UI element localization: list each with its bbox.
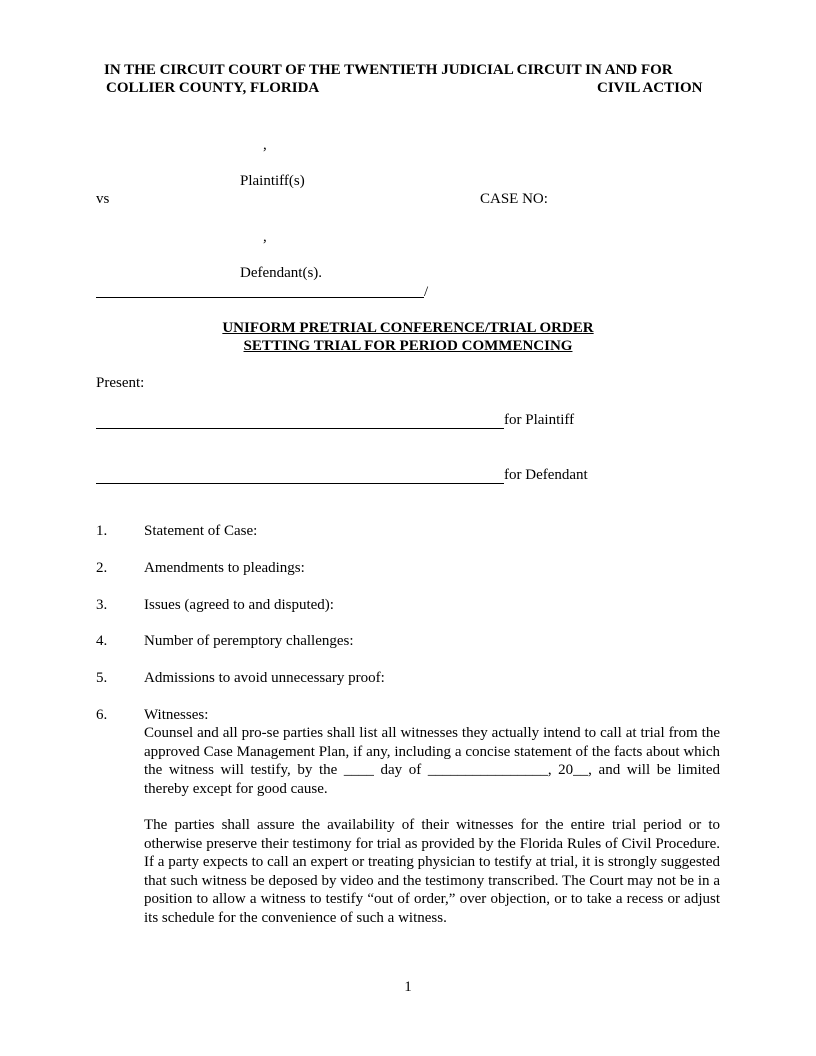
caption-signature-line	[96, 297, 424, 298]
order-title-line2: SETTING TRIAL FOR PERIOD COMMENCING	[243, 338, 573, 354]
court-county: COLLIER COUNTY, FLORIDA	[106, 80, 320, 96]
item-witnesses: Witnesses:	[144, 707, 209, 723]
item-admissions: Admissions to avoid unnecessary proof:	[144, 670, 385, 686]
defendant-label: Defendant(s).	[240, 265, 323, 281]
witness-list-paragraph: Counsel and all pro-se parties shall list all witnesses they actually intend to call at trial from the approved Case Management Plan, if any, including a concise statement of the facts about which the witness will testify, by the ____ day of ________________, 20__, and will be limited thereby except for good cause.	[144, 725, 720, 797]
present-label: Present:	[96, 375, 145, 391]
defendant-counsel-line	[96, 483, 504, 484]
order-title-line1: UNIFORM PRETRIAL CONFERENCE/TRIAL ORDER	[222, 320, 594, 336]
for-plaintiff-label: for Plaintiff	[504, 412, 575, 428]
item-number: 1.	[96, 523, 108, 539]
court-header-line1: IN THE CIRCUIT COURT OF THE TWENTIETH JUDICIAL CIRCUIT IN AND FOR	[104, 62, 673, 78]
case-number-label: CASE NO:	[480, 191, 548, 207]
item-number: 4.	[96, 633, 108, 649]
item-number: 6.	[96, 707, 108, 723]
item-peremptory-challenges: Number of peremptory challenges:	[144, 633, 354, 649]
civil-action-label: CIVIL ACTION	[597, 80, 703, 96]
for-defendant-label: for Defendant	[504, 467, 588, 483]
item-number: 5.	[96, 670, 108, 686]
vs-label: vs	[96, 191, 110, 207]
defendant-comma: ,	[263, 229, 267, 245]
item-number: 3.	[96, 597, 108, 613]
plaintiff-counsel-line	[96, 428, 504, 429]
item-number: 2.	[96, 560, 108, 576]
item-statement-of-case: Statement of Case:	[144, 523, 258, 539]
plaintiff-label: Plaintiff(s)	[240, 173, 305, 189]
page-number: 1	[404, 979, 412, 995]
witness-availability-paragraph: The parties shall assure the availability of their witnesses for the entire trial period or to otherwise preserve their testimony for trial as provided by the Florida Rules of Civil Procedure. If a party expects to call an expert or treating physician to testify at trial, it is strongly suggested that such witness be deposed by video and the testimony transcribed. The Court may not be in a position to allow a witness to testify “out of order,” over objection, or to take a recess or adjust its schedule for the convenience of such a witness.	[144, 817, 720, 926]
item-issues: Issues (agreed to and disputed):	[144, 597, 334, 613]
caption-closing-slash: /	[424, 284, 429, 300]
item-amendments: Amendments to pleadings:	[144, 560, 305, 576]
plaintiff-comma: ,	[263, 137, 267, 153]
